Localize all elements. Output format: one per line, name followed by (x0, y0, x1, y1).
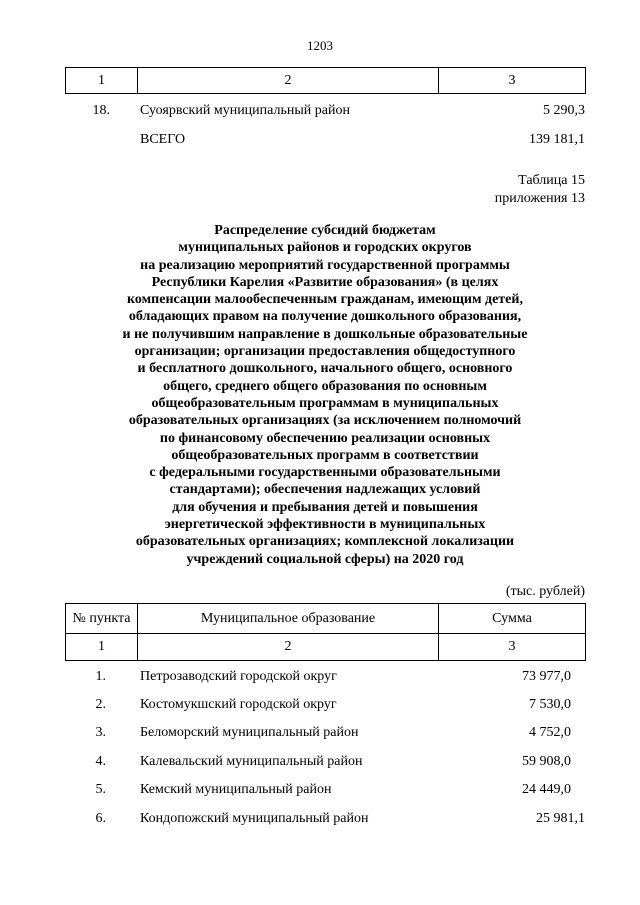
table-row-value: 4 752,0 (529, 725, 571, 740)
table-row-value: 7 530,0 (529, 697, 571, 712)
table-row-num: 6. (95, 811, 106, 826)
title-line: стандартами); обеспечения надлежащих условий (169, 482, 481, 498)
col-number-1: 1 (66, 634, 138, 661)
title-line: обладающих правом на получение дошкольного образования, (128, 309, 522, 325)
title-line: Распределение субсидий бюджетам (214, 223, 436, 238)
table-reference (495, 172, 585, 208)
title-line: компенсации малообеспеченным гражданам, имеющим детей, (127, 292, 523, 308)
total-label: ВСЕГО (140, 132, 186, 147)
col-number-2: 2 (138, 634, 439, 661)
title-line: образовательных организациях (за исключением полномочий (128, 413, 522, 429)
table-row-name: Беломорский муниципальный район (140, 725, 359, 740)
table-row-num: 5. (95, 782, 106, 797)
table-row-num: 1. (95, 669, 106, 684)
table-row-name: Петрозаводский городской округ (140, 669, 337, 684)
table-row-num: 3. (95, 725, 106, 740)
col-number-2: 2 (138, 68, 439, 94)
table-row-num: 4. (95, 754, 106, 769)
table-row-name: Кондопожский муниципальный район (140, 811, 369, 826)
col-number-3: 3 (439, 68, 586, 94)
table-ref-line2: приложения 13 (494, 191, 585, 206)
col-number-1: 1 (66, 68, 138, 94)
title-line: общеобразовательным программам в муниципальных (151, 395, 499, 411)
header-point-number: № пункта (66, 604, 138, 634)
page-number: 1203 (307, 38, 333, 53)
title-line: с федеральными государственными образовательными (149, 465, 501, 481)
document-title (70, 222, 580, 568)
col-number-3: 3 (439, 634, 586, 661)
title-line: энергетической эффективности в муниципальных (164, 517, 486, 533)
title-line: образовательных организациях; комплексной локализации (135, 534, 515, 550)
top-row-num: 18. (92, 103, 110, 118)
header-sum: Сумма (439, 604, 586, 634)
table-ref-line1: Таблица 15 (518, 173, 585, 188)
main-table-header (65, 603, 586, 661)
top-table-header (65, 67, 586, 94)
title-line: и не получившим направление в дошкольные образовательные (122, 326, 528, 342)
top-row-name: Суоярвский муниципальный район (140, 103, 350, 118)
title-line: муниципальных районов и городских округов (178, 240, 472, 256)
title-line: на реализацию мероприятий государственной программы (140, 257, 510, 273)
table-row-name: Калевальский муниципальный район (140, 754, 363, 769)
title-line: для обучения и пребывания детей и повышения (172, 499, 478, 515)
table-row-value: 25 981,1 (536, 811, 585, 826)
header-municipality: Муниципальное образование (138, 604, 439, 634)
title-line: Республики Карелия «Развитие образования» (в целях (151, 274, 499, 290)
title-line: общеобразовательных программ в соответствии (171, 447, 479, 463)
title-line: организации; организации предоставления общедоступного (134, 344, 516, 360)
table-row-value: 59 908,0 (522, 754, 571, 769)
top-row-value: 5 290,3 (543, 103, 585, 118)
title-line: общего, среднего общего образования по основным (163, 378, 487, 394)
table-row-num: 2. (95, 697, 106, 712)
unit-note: (тыс. рублей) (505, 584, 585, 599)
table-row-name: Костомукшский городской округ (140, 697, 337, 712)
title-line: и бесплатного дошкольного, начального общего, основного (137, 361, 513, 377)
total-value: 139 181,1 (529, 132, 585, 147)
table-row-value: 73 977,0 (522, 669, 571, 684)
title-line: по финансовому обеспечению реализации основных (159, 430, 491, 446)
table-row-name: Кемский муниципальный район (140, 782, 332, 797)
table-row-value: 24 449,0 (522, 782, 571, 797)
title-line: учреждений социальной сферы) на 2020 год (186, 551, 464, 567)
